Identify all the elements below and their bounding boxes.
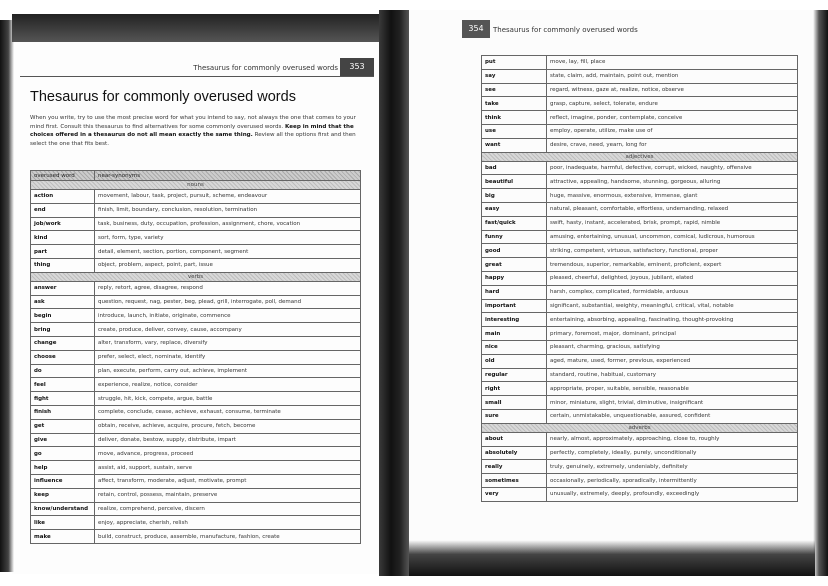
right-running-header: Thesaurus for commonly overused words: [493, 26, 638, 34]
overused-word-cell: help: [31, 461, 95, 475]
overused-word-cell: kind: [31, 231, 95, 245]
table-row: [482, 202, 798, 216]
page-title: Thesaurus for commonly overused words: [30, 89, 296, 105]
section-label: verbs: [31, 272, 361, 281]
synonyms-cell: aged, mature, used, former, previous, experienced: [547, 354, 798, 368]
synonyms-cell: experience, realize, notice, consider: [95, 378, 361, 392]
synonyms-cell: move, lay, fill, place: [547, 56, 798, 70]
synonyms-cell: truly, genuinely, extremely, undeniably, definitely: [547, 460, 798, 474]
table-row: [31, 309, 361, 323]
overused-word-cell: put: [482, 56, 547, 70]
table-row: [482, 216, 798, 230]
table-row: [31, 502, 361, 516]
table-row: [482, 446, 798, 460]
overused-word-cell: small: [482, 396, 547, 410]
bottom-scan-shadow: [409, 540, 815, 576]
synonyms-cell: create, produce, deliver, convey, cause, accompany: [95, 323, 361, 337]
overused-word-cell: easy: [482, 202, 547, 216]
synonyms-cell: significant, substantial, weighty, meaningful, critical, vital, notable: [547, 299, 798, 313]
synonyms-cell: occasionally, periodically, sporadically, intermittently: [547, 474, 798, 488]
table-row: [482, 230, 798, 244]
synonyms-cell: struggle, hit, kick, compete, argue, battle: [95, 392, 361, 406]
overused-word-cell: really: [482, 460, 547, 474]
overused-word-cell: thing: [31, 258, 95, 272]
synonyms-cell: attractive, appealing, handsome, stunning, gorgeous, alluring: [547, 175, 798, 189]
synonyms-cell: enjoy, appreciate, cherish, relish: [95, 516, 361, 530]
table-row: [31, 190, 361, 204]
synonyms-cell: move, advance, progress, proceed: [95, 447, 361, 461]
overused-word-cell: choose: [31, 350, 95, 364]
table-row: [482, 382, 798, 396]
synonyms-cell: reply, retort, agree, disagree, respond: [95, 281, 361, 295]
table-row: [31, 323, 361, 337]
table-row: [31, 405, 361, 419]
synonyms-cell: swift, hasty, instant, accelerated, brisk, prompt, rapid, nimble: [547, 216, 798, 230]
left-running-header: Thesaurus for commonly overused words: [193, 64, 338, 72]
table-row: [31, 231, 361, 245]
table-row: [482, 327, 798, 341]
overused-word-cell: happy: [482, 271, 547, 285]
synonyms-cell: pleasant, charming, gracious, satisfying: [547, 340, 798, 354]
overused-word-cell: very: [482, 487, 547, 501]
overused-word-cell: bring: [31, 323, 95, 337]
section-label: adjectives: [482, 152, 798, 161]
overused-word-cell: sure: [482, 409, 547, 423]
intro-paragraph: [30, 114, 360, 148]
overused-word-cell: answer: [31, 281, 95, 295]
overused-word-cell: know/understand: [31, 502, 95, 516]
overused-word-cell: regular: [482, 368, 547, 382]
overused-word-cell: bad: [482, 161, 547, 175]
table-row: [482, 97, 798, 111]
table-row: [482, 189, 798, 203]
synonyms-cell: amusing, entertaining, unusual, uncommon, comical, ludicrous, humorous: [547, 230, 798, 244]
overused-word-cell: absolutely: [482, 446, 547, 460]
overused-word-cell: hard: [482, 285, 547, 299]
table-row: [482, 368, 798, 382]
synonyms-cell: task, business, duty, occupation, profession, assignment, chore, vocation: [95, 217, 361, 231]
overused-word-cell: great: [482, 258, 547, 272]
table-row: [482, 258, 798, 272]
synonyms-cell: grasp, capture, select, tolerate, endure: [547, 97, 798, 111]
table-row: [482, 340, 798, 354]
synonyms-cell: movement, labour, task, project, pursuit, scheme, endeavour: [95, 190, 361, 204]
overused-word-cell: use: [482, 124, 547, 138]
synonyms-cell: huge, massive, enormous, extensive, immense, giant: [547, 189, 798, 203]
table-row: [31, 474, 361, 488]
overused-word-cell: nice: [482, 340, 547, 354]
table-row: [482, 299, 798, 313]
table-row: [31, 217, 361, 231]
synonyms-cell: obtain, receive, achieve, acquire, procure, fetch, become: [95, 419, 361, 433]
synonyms-cell: sort, form, type, variety: [95, 231, 361, 245]
synonyms-cell: perfectly, completely, ideally, purely, unconditionally: [547, 446, 798, 460]
table-row: [482, 161, 798, 175]
synonyms-cell: primary, foremost, major, dominant, principal: [547, 327, 798, 341]
intro-text: When you write, try to use the most precise word for what you intend to say, not always the one that comes to your mind first. Consult this thesaurus to find alternatives for some commonly overused words.: [30, 115, 356, 130]
overused-word-cell: say: [482, 69, 547, 83]
overused-word-cell: see: [482, 83, 547, 97]
synonyms-cell: state, claim, add, maintain, point out, mention: [547, 69, 798, 83]
table-row: [31, 378, 361, 392]
right-scan-shadow: [813, 10, 828, 576]
thesaurus-table-left: [30, 170, 361, 544]
overused-word-cell: good: [482, 244, 547, 258]
table-row: [482, 474, 798, 488]
synonyms-cell: pleased, cheerful, delighted, joyous, jubilant, elated: [547, 271, 798, 285]
synonyms-cell: regard, witness, gaze at, realize, notice, observe: [547, 83, 798, 97]
synonyms-cell: entertaining, absorbing, appealing, fascinating, thought-provoking: [547, 313, 798, 327]
table-row: [482, 285, 798, 299]
column-header-word: overused word: [31, 171, 95, 181]
synonyms-cell: realize, comprehend, perceive, discern: [95, 502, 361, 516]
scan-top-edge: [0, 0, 828, 10]
overused-word-cell: get: [31, 419, 95, 433]
table-row: [31, 530, 361, 544]
section-header-row: [31, 272, 361, 281]
overused-word-cell: right: [482, 382, 547, 396]
overused-word-cell: important: [482, 299, 547, 313]
section-label: adverbs: [482, 423, 798, 432]
synonyms-cell: object, problem, aspect, point, part, issue: [95, 258, 361, 272]
table-row: [31, 203, 361, 217]
left-page: [12, 14, 380, 574]
right-page: [409, 10, 813, 540]
section-header-row: [31, 181, 361, 190]
overused-word-cell: want: [482, 138, 547, 152]
overused-word-cell: give: [31, 433, 95, 447]
overused-word-cell: think: [482, 111, 547, 125]
table-row: [482, 313, 798, 327]
table-row: [31, 433, 361, 447]
section-header-row: [482, 423, 798, 432]
synonyms-cell: appropriate, proper, suitable, sensible, reasonable: [547, 382, 798, 396]
table-row: [482, 460, 798, 474]
table-row: [31, 350, 361, 364]
overused-word-cell: feel: [31, 378, 95, 392]
synonyms-cell: harsh, complex, complicated, formidable, arduous: [547, 285, 798, 299]
overused-word-cell: change: [31, 336, 95, 350]
synonyms-cell: minor, miniature, slight, trivial, diminutive, insignificant: [547, 396, 798, 410]
synonyms-cell: alter, transform, vary, replace, diversify: [95, 336, 361, 350]
table-row: [482, 354, 798, 368]
table-row: [482, 487, 798, 501]
overused-word-cell: sometimes: [482, 474, 547, 488]
table-row: [482, 432, 798, 446]
overused-word-cell: influence: [31, 474, 95, 488]
synonyms-cell: natural, pleasant, comfortable, effortless, undemanding, relaxed: [547, 202, 798, 216]
synonyms-cell: certain, unmistakable, unquestionable, assured, confident: [547, 409, 798, 423]
section-label: nouns: [31, 181, 361, 190]
table-row: [31, 488, 361, 502]
column-header-synonyms: near-synonyms: [95, 171, 361, 181]
synonyms-cell: complete, conclude, cease, achieve, exhaust, consume, terminate: [95, 405, 361, 419]
table-row: [31, 295, 361, 309]
table-row: [482, 124, 798, 138]
overused-word-cell: go: [31, 447, 95, 461]
overused-word-cell: keep: [31, 488, 95, 502]
synonyms-cell: assist, aid, support, sustain, serve: [95, 461, 361, 475]
overused-word-cell: take: [482, 97, 547, 111]
overused-word-cell: ask: [31, 295, 95, 309]
table-row: [31, 419, 361, 433]
synonyms-cell: affect, transform, moderate, adjust, motivate, prompt: [95, 474, 361, 488]
synonyms-cell: retain, control, possess, maintain, preserve: [95, 488, 361, 502]
synonyms-cell: tremendous, superior, remarkable, eminent, proficient, expert: [547, 258, 798, 272]
table-row: [482, 271, 798, 285]
overused-word-cell: funny: [482, 230, 547, 244]
synonyms-cell: nearly, almost, approximately, approaching, close to, roughly: [547, 432, 798, 446]
table-row: [31, 245, 361, 259]
left-page-number: 353: [340, 58, 374, 76]
synonyms-cell: plan, execute, perform, carry out, achieve, implement: [95, 364, 361, 378]
overused-word-cell: fast/quick: [482, 216, 547, 230]
overused-word-cell: end: [31, 203, 95, 217]
synonyms-cell: introduce, launch, initiate, originate, commence: [95, 309, 361, 323]
intro-end-text: Review all the options first and then select the one that fits best.: [30, 132, 356, 147]
section-header-row: [482, 152, 798, 161]
overused-word-cell: action: [31, 190, 95, 204]
overused-word-cell: like: [31, 516, 95, 530]
table-row: [31, 336, 361, 350]
table-row: [31, 281, 361, 295]
table-row: [31, 447, 361, 461]
table-row: [31, 364, 361, 378]
right-page-number: 354: [462, 20, 490, 38]
book-gutter: [379, 10, 409, 576]
synonyms-cell: build, construct, produce, assemble, manufacture, fashion, create: [95, 530, 361, 544]
table-header-row: [31, 171, 361, 181]
overused-word-cell: finish: [31, 405, 95, 419]
overused-word-cell: main: [482, 327, 547, 341]
synonyms-cell: reflect, imagine, ponder, contemplate, conceive: [547, 111, 798, 125]
synonyms-cell: standard, routine, habitual, customary: [547, 368, 798, 382]
overused-word-cell: job/work: [31, 217, 95, 231]
synonyms-cell: employ, operate, utilize, make use of: [547, 124, 798, 138]
table-row: [482, 56, 798, 70]
overused-word-cell: make: [31, 530, 95, 544]
table-row: [31, 461, 361, 475]
table-row: [482, 396, 798, 410]
overused-word-cell: old: [482, 354, 547, 368]
header-rule: [20, 76, 374, 77]
overused-word-cell: big: [482, 189, 547, 203]
left-scan-shadow: [0, 20, 14, 572]
intro-bold-text: Keep in mind that the choices offered in a thesaurus do not all mean exactly the same thing.: [30, 123, 354, 139]
overused-word-cell: part: [31, 245, 95, 259]
overused-word-cell: begin: [31, 309, 95, 323]
table-row: [482, 83, 798, 97]
left-page-top-band: [12, 14, 380, 42]
table-row: [482, 111, 798, 125]
synonyms-cell: prefer, select, elect, nominate, identify: [95, 350, 361, 364]
overused-word-cell: fight: [31, 392, 95, 406]
synonyms-cell: striking, competent, virtuous, satisfactory, functional, proper: [547, 244, 798, 258]
overused-word-cell: interesting: [482, 313, 547, 327]
overused-word-cell: beautiful: [482, 175, 547, 189]
synonyms-cell: unusually, extremely, deeply, profoundly, exceedingly: [547, 487, 798, 501]
synonyms-cell: question, request, nag, pester, beg, plead, grill, interrogate, poll, demand: [95, 295, 361, 309]
table-row: [31, 258, 361, 272]
table-row: [482, 244, 798, 258]
table-row: [31, 392, 361, 406]
table-row: [482, 409, 798, 423]
table-row: [482, 69, 798, 83]
table-row: [482, 175, 798, 189]
thesaurus-table-right: [481, 55, 798, 502]
synonyms-cell: desire, crave, need, yearn, long for: [547, 138, 798, 152]
table-row: [482, 138, 798, 152]
overused-word-cell: about: [482, 432, 547, 446]
overused-word-cell: do: [31, 364, 95, 378]
synonyms-cell: finish, limit, boundary, conclusion, resolution, termination: [95, 203, 361, 217]
synonyms-cell: deliver, donate, bestow, supply, distribute, impart: [95, 433, 361, 447]
synonyms-cell: poor, inadequate, harmful, defective, corrupt, wicked, naughty, offensive: [547, 161, 798, 175]
synonyms-cell: detail, element, section, portion, component, segment: [95, 245, 361, 259]
table-row: [31, 516, 361, 530]
